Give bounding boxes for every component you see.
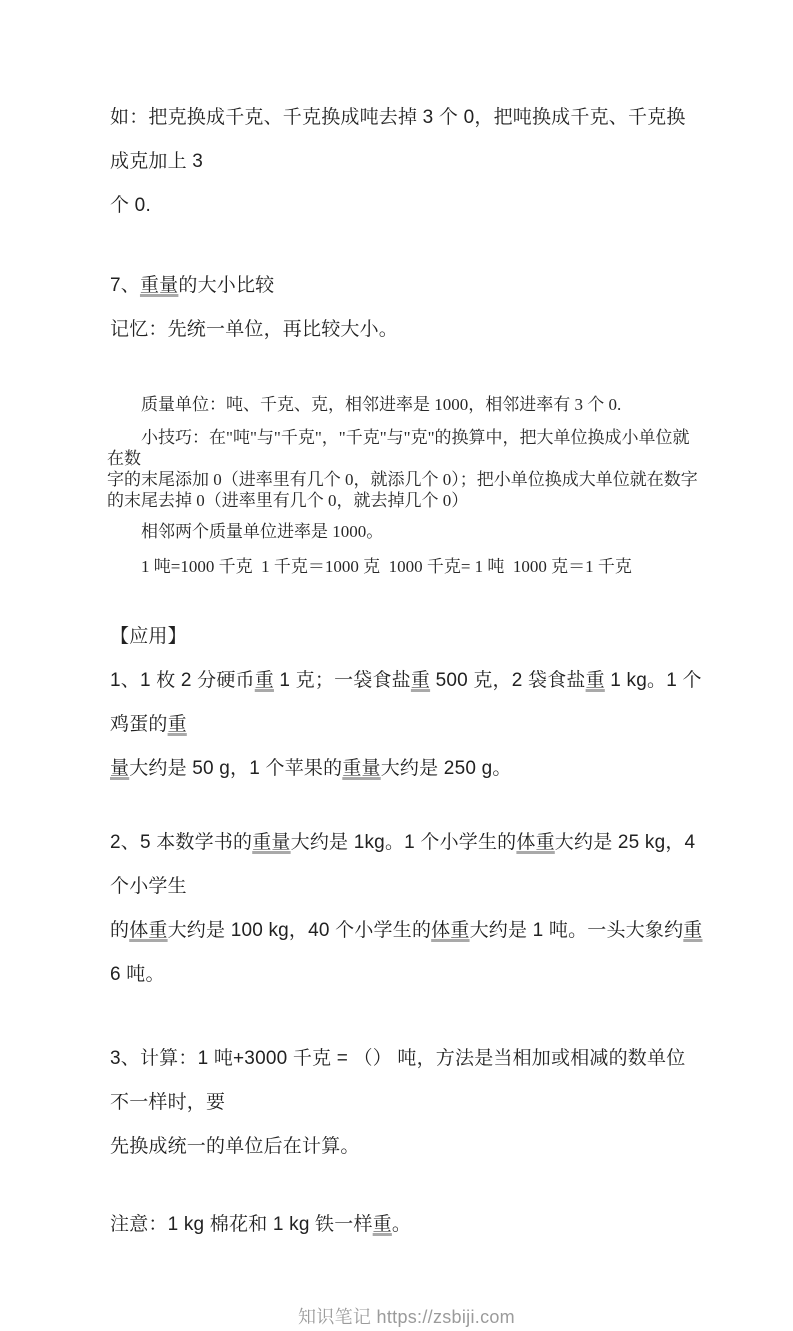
unit-equations-line xyxy=(107,556,703,577)
text-segment: 大约是 25 kg，4 个小学生 xyxy=(110,832,701,897)
text-segment: 大约是 1kg。1 个小学生的 xyxy=(290,832,517,853)
text-segment: 的 xyxy=(110,920,130,941)
text-segment: 500 克，2 袋食盐 xyxy=(430,670,586,691)
text-segment: 【应用】 xyxy=(110,626,187,647)
text-line xyxy=(110,615,703,659)
text-line xyxy=(110,747,703,791)
text-segment: 相邻两个质量单位进率是 1000。 xyxy=(141,522,384,541)
checker-marked-text: 重量 xyxy=(139,275,179,296)
text-segment: 大约是 100 kg，40 个小学生的 xyxy=(167,920,432,941)
text-segment: 3、计算：1 吨+3000 千克 = （） 吨，方法是当相加或相减的数单位不一样时，要 xyxy=(110,1048,686,1113)
text-segment: 大约是 1 吨。一头大象约 xyxy=(469,920,684,941)
text-line xyxy=(107,490,703,511)
text-line xyxy=(107,394,703,415)
application-item-1 xyxy=(110,659,703,791)
text-line xyxy=(110,96,703,184)
text-line xyxy=(107,521,703,542)
text-segment: 注意：1 kg 棉花和 1 kg 铁一样 xyxy=(110,1214,373,1235)
text-line xyxy=(110,1037,703,1125)
quoted-notes-block xyxy=(107,394,703,577)
text-line xyxy=(107,427,703,469)
mass-unit-note xyxy=(107,394,703,415)
text-segment: 2、5 本数学书的 xyxy=(110,832,253,853)
text-segment: 大约是 50 g，1 个苹果的 xyxy=(129,758,343,779)
conversion-tip-paragraph xyxy=(107,427,703,511)
text-segment: 1 克；一袋食盐 xyxy=(273,670,411,691)
text-line xyxy=(107,469,703,490)
text-segment: 先换成统一的单位后在计算。 xyxy=(110,1136,360,1157)
text-line xyxy=(110,184,703,228)
text-line xyxy=(110,821,703,909)
text-line xyxy=(110,264,703,308)
footer-site-url: https://zsbiji.com xyxy=(376,1307,515,1327)
footer xyxy=(110,1303,703,1331)
checker-marked-text: 量 xyxy=(110,758,130,779)
section-heading-7 xyxy=(110,264,703,308)
text-segment: 记忆：先统一单位，再比较大小。 xyxy=(110,319,399,340)
text-segment: 小技巧：在"吨"与"千克"，"千克"与"克"的换算中，把大单位换成小单位就在数 xyxy=(107,428,690,468)
text-segment: 7、 xyxy=(110,275,140,296)
text-line xyxy=(110,1203,703,1247)
memory-tip-line xyxy=(110,308,703,352)
application-heading xyxy=(110,615,703,659)
note-line xyxy=(110,1203,703,1247)
text-segment: 字的末尾添加 0（进率里有几个 0，就添几个 0）；把小单位换成大单位就在数字 xyxy=(107,470,698,489)
text-line xyxy=(110,308,703,352)
checker-marked-text: 重量 xyxy=(252,832,291,853)
application-item-3 xyxy=(110,1037,703,1169)
text-segment: 。 xyxy=(391,1214,412,1235)
text-segment: 的大小比较 xyxy=(178,275,275,296)
text-segment: 6 吨。 xyxy=(110,920,708,985)
checker-marked-text: 重 xyxy=(683,920,703,941)
text-segment: 1、1 枚 2 分硬币 xyxy=(110,670,255,691)
footer-site-name: 知识笔记 xyxy=(298,1307,372,1327)
checker-marked-text: 重 xyxy=(372,1214,392,1235)
text-line xyxy=(107,556,703,577)
adjacent-rate-note xyxy=(107,521,703,542)
example-paragraph xyxy=(110,96,703,228)
checker-marked-text: 重 xyxy=(410,670,431,691)
text-segment: 质量单位：吨、千克、克，相邻进率是 1000，相邻进率有 3 个 0. xyxy=(141,395,622,414)
text-segment: 大约是 250 g。 xyxy=(380,758,512,779)
checker-marked-text: 体重 xyxy=(431,920,470,941)
checker-marked-text: 体重 xyxy=(516,832,555,853)
checker-marked-text: 重 xyxy=(585,670,605,691)
checker-marked-text: 重 xyxy=(167,714,187,735)
text-line xyxy=(110,1125,703,1169)
text-segment: 1 吨=1000 千克 1 千克＝1000 克 1000 千克= 1 吨 1000 克＝1 千克 xyxy=(141,557,632,576)
checker-marked-text: 重 xyxy=(254,670,274,691)
text-segment: 个 0. xyxy=(110,195,151,216)
text-segment: 1 kg。1 个鸡蛋的 xyxy=(110,670,702,735)
text-segment: 的末尾去掉 0（进率里有几个 0，就去掉几个 0） xyxy=(107,491,469,510)
checker-marked-text: 重量 xyxy=(342,758,381,779)
text-line xyxy=(110,659,703,747)
text-segment: 如：把克换成千克、千克换成吨去掉 3 个 0，把吨换成千克、千克换成克加上 3 xyxy=(110,107,686,172)
application-item-2 xyxy=(110,821,708,997)
checker-marked-text: 体重 xyxy=(129,920,168,941)
text-line xyxy=(110,909,708,997)
